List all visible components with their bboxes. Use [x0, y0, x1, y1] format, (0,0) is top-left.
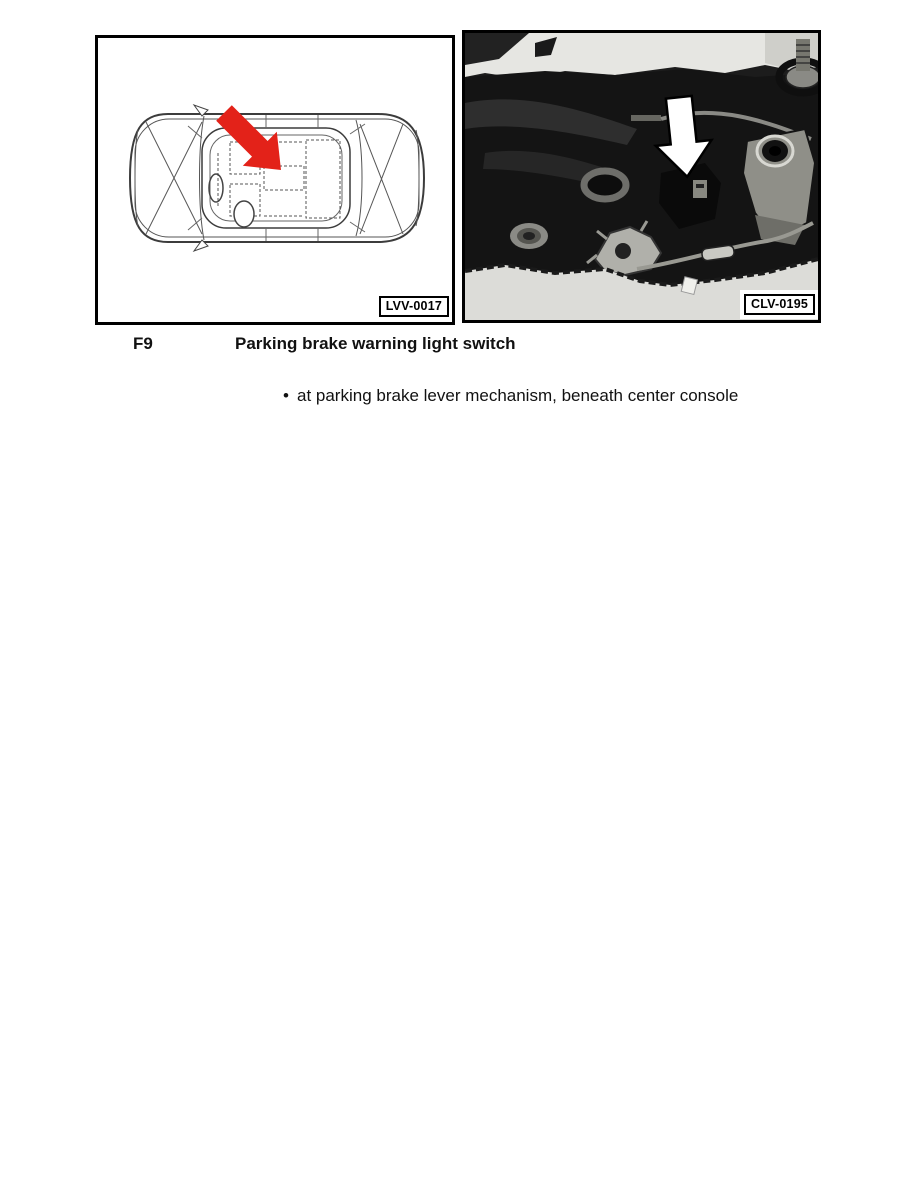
figure-location-diagram: [95, 35, 455, 325]
figure-component-photo: [462, 30, 821, 323]
bullet-text: at parking brake lever mechanism, beneath center console: [297, 386, 739, 405]
car-top-view-illustration: [98, 38, 452, 322]
figure-label-lvv: LVV-0017: [379, 296, 449, 317]
component-title: Parking brake warning light switch: [235, 334, 516, 353]
parking-brake-mechanism-photo: [465, 33, 818, 320]
bullet-item: [283, 384, 753, 407]
component-code: F9: [133, 334, 153, 353]
bullet-marker: •: [283, 386, 289, 405]
figure-label-clv: CLV-0195: [744, 294, 815, 315]
